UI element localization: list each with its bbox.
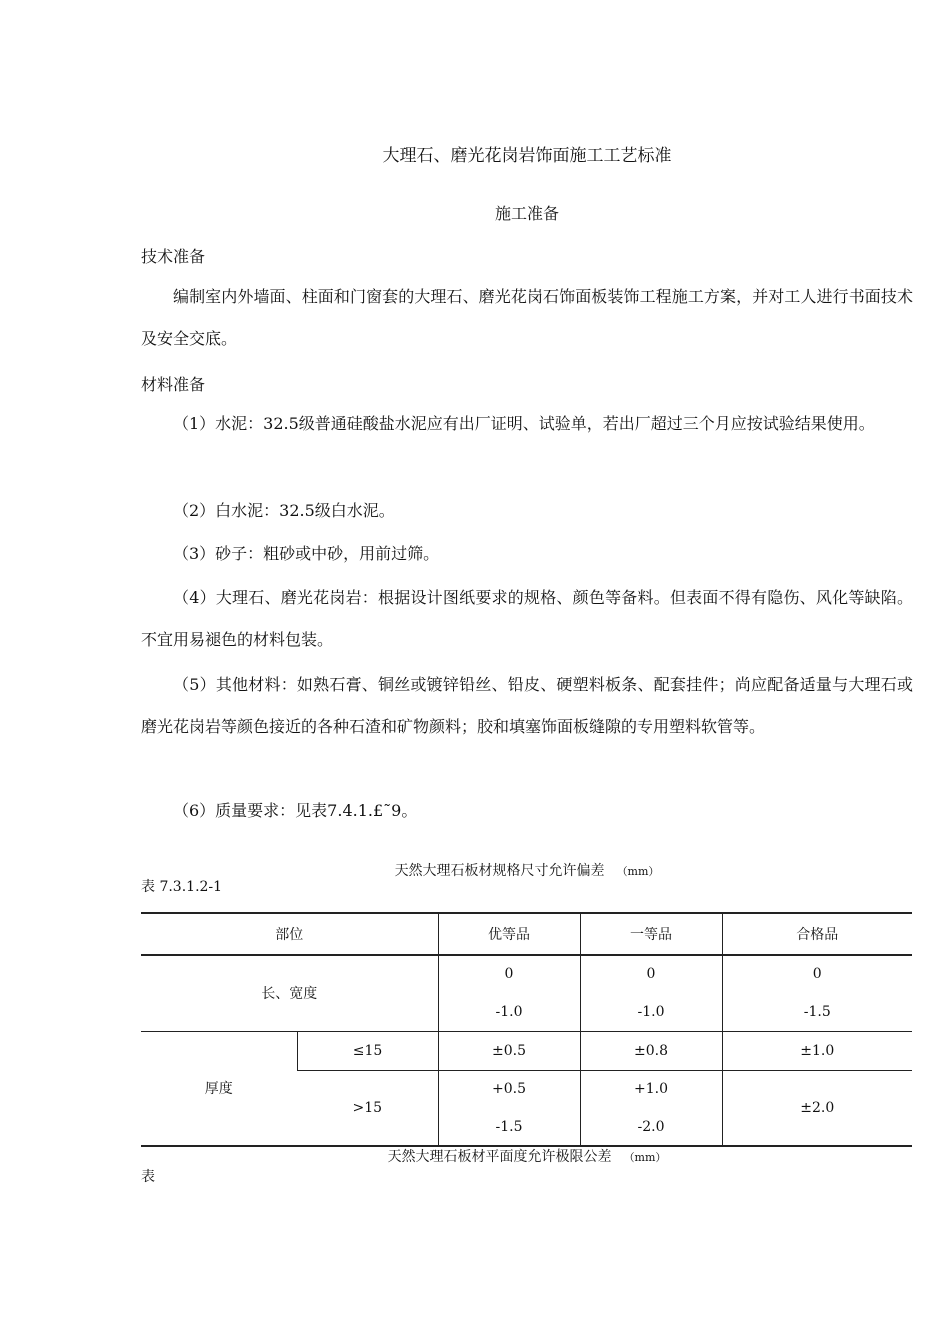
table2-caption [0, 1146, 950, 1166]
header-first: 一等品 [580, 913, 722, 955]
table1-caption-text: 天然大理石板材规格尺寸允许偏差 [394, 863, 605, 879]
cell-len-first [580, 955, 722, 1031]
value-upper: +1.0 [634, 1080, 668, 1097]
value-upper: 0 [504, 966, 514, 983]
document-title: 大理石、磨光花岗岩饰面施工工艺标准 [382, 146, 672, 166]
value-lower: -1.5 [803, 1004, 831, 1021]
cell-thick1-first: ±0.8 [580, 1031, 722, 1070]
value-upper: 0 [646, 966, 656, 983]
row-label-thickness: 厚度 [141, 1031, 297, 1146]
table1-unit: （mm） [616, 865, 660, 878]
table-header-row [141, 913, 912, 955]
cell-thick2-first [580, 1070, 722, 1146]
thick-range-2: >15 [297, 1070, 438, 1146]
size-tolerance-table [141, 912, 912, 1147]
table2-number: 表 [141, 1169, 155, 1185]
tech-heading: 技术准备 [141, 247, 206, 266]
table2-caption-text: 天然大理石板材平面度允许极限公差 [387, 1149, 612, 1165]
material-item-1: （1）水泥：32.5级普通硅酸盐水泥应有出厂证明、试验单，若出厂超过三个月应按试验结果使用。 [173, 414, 875, 433]
value-lower: -1.0 [495, 1004, 523, 1021]
header-position: 部位 [141, 913, 438, 955]
cell-len-premium [438, 955, 580, 1031]
cell-thick1-premium: ±0.5 [438, 1031, 580, 1070]
value-upper: 0 [812, 966, 822, 983]
value-lower: -1.5 [495, 1118, 523, 1135]
row-label-length: 长、宽度 [141, 955, 438, 1031]
cell-len-qualified [722, 955, 912, 1031]
material-item-4: （4）大理石、磨光花岗岩：根据设计图纸要求的规格、颜色等备料。但表面不得有隐伤、风化等缺陷。不宜用易褪色的材料包装。 [141, 588, 913, 649]
section-title: 施工准备 [494, 204, 559, 223]
value-lower: -1.0 [637, 1004, 665, 1021]
cell-thick1-qualified: ±1.0 [722, 1031, 912, 1070]
value-lower: -2.0 [637, 1118, 665, 1135]
material-item-5: （5）其他材料：如熟石膏、铜丝或镀锌铅丝、铅皮、硬塑料板条、配套挂件；尚应配备适量与大理石或磨光花岗岩等颜色接近的各种石渣和矿物颜料；胶和填塞饰面板缝隙的专用塑料软管等。 [141, 675, 913, 736]
table2-unit: （mm） [623, 1151, 667, 1164]
value-upper: +0.5 [492, 1080, 526, 1097]
material-heading: 材料准备 [141, 375, 206, 394]
table1-number: 表 7.3.1.2-1 [141, 879, 223, 895]
thick-range-1: ≤15 [297, 1031, 438, 1070]
material-item-6: （6）质量要求：见表7.4.1.£˜9。 [173, 801, 418, 820]
tech-paragraph: 编制室内外墙面、柱面和门窗套的大理石、磨光花岗石饰面板装饰工程施工方案，并对工人进行书面技术及安全交底。 [141, 287, 913, 348]
cell-thick2-qualified: ±2.0 [722, 1070, 912, 1146]
table-row [141, 955, 912, 1031]
header-qualified: 合格品 [722, 913, 912, 955]
header-premium: 优等品 [438, 913, 580, 955]
material-item-2: （2）白水泥：32.5级白水泥。 [173, 501, 395, 520]
cell-thick2-premium [438, 1070, 580, 1146]
table-row [141, 1031, 912, 1070]
material-item-3: （3）砂子：粗砂或中砂，用前过筛。 [173, 544, 440, 563]
